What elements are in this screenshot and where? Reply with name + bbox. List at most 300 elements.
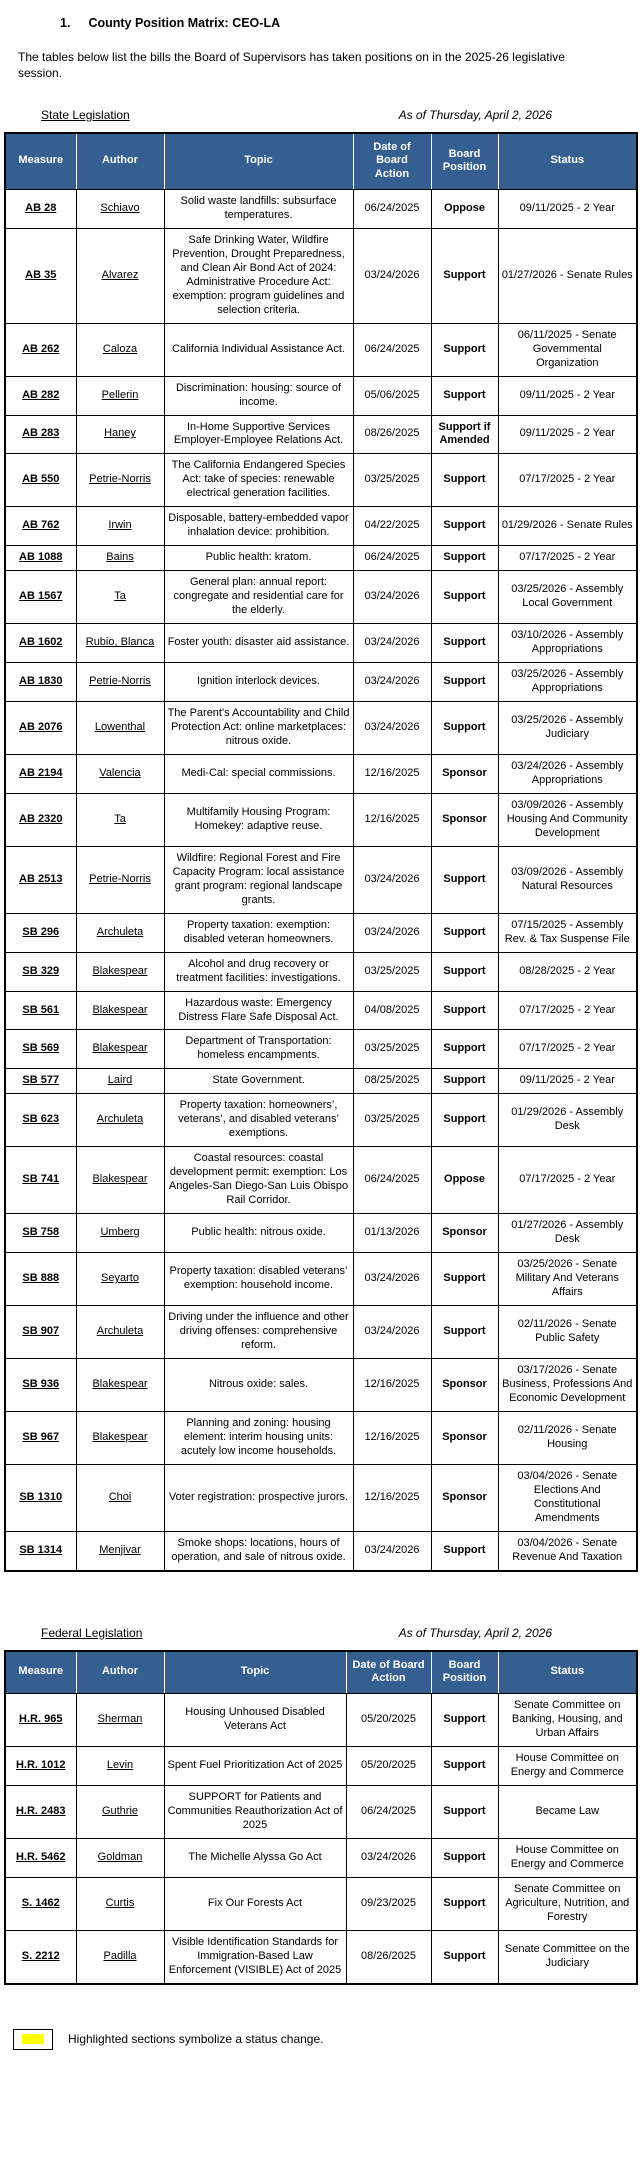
topic-cell: Medi-Cal: special commissions. xyxy=(164,754,353,793)
position-cell: Support xyxy=(431,228,498,323)
measure-link[interactable]: SB 296 xyxy=(22,925,60,938)
date-cell: 03/24/2026 xyxy=(353,702,431,755)
date-cell: 03/25/2025 xyxy=(353,1094,431,1147)
author-cell xyxy=(76,846,164,913)
status-cell: 01/27/2026 - Senate Rules xyxy=(498,228,637,323)
date-cell: 03/24/2026 xyxy=(353,663,431,702)
author-link[interactable]: Padilla xyxy=(103,1949,137,1962)
position-cell: Support xyxy=(431,1030,498,1069)
author-cell xyxy=(76,1069,164,1094)
measure-link[interactable]: SB 1314 xyxy=(19,1543,63,1556)
bill-row xyxy=(5,1253,637,1306)
measure-cell xyxy=(5,1746,76,1785)
position-cell: Support xyxy=(431,454,498,507)
author-link[interactable]: Choi xyxy=(108,1490,132,1503)
bill-row xyxy=(5,571,637,624)
measure-link[interactable]: AB 2194 xyxy=(19,766,63,779)
measure-link[interactable]: SB 561 xyxy=(22,1003,60,1016)
measure-cell xyxy=(5,1306,76,1359)
author-cell xyxy=(76,1746,164,1785)
author-cell xyxy=(76,507,164,546)
position-cell: Oppose xyxy=(431,1147,498,1214)
topic-cell: The Parent's Accountability and Child Protection Act: online marketplaces: nitrous oxide. xyxy=(164,702,353,755)
status-cell: 03/17/2026 - Senate Business, Professions And Economic Development xyxy=(498,1358,637,1411)
bill-row xyxy=(5,793,637,846)
column-header-author: Author xyxy=(76,133,164,190)
author-link[interactable]: Menjivar xyxy=(99,1543,141,1556)
date-cell: 03/25/2025 xyxy=(353,1030,431,1069)
bill-row xyxy=(5,1531,637,1570)
measure-link[interactable]: AB 762 xyxy=(22,519,60,532)
position-cell: Support xyxy=(431,376,498,415)
author-link[interactable]: Haney xyxy=(104,427,136,440)
author-link[interactable]: Petrie-Norris xyxy=(89,872,151,885)
author-cell xyxy=(76,1030,164,1069)
bill-row xyxy=(5,546,637,571)
position-cell: Support xyxy=(431,702,498,755)
topic-cell: Solid waste landfills: subsurface temperatures. xyxy=(164,189,353,228)
topic-cell: Housing Unhoused Disabled Veterans Act xyxy=(164,1694,346,1747)
author-link[interactable]: Blakespear xyxy=(92,1377,148,1390)
position-cell: Support xyxy=(431,1531,498,1570)
date-cell: 03/24/2026 xyxy=(353,1253,431,1306)
column-header-date-of-board-action: Date of Board Action xyxy=(353,133,431,190)
column-header-status: Status xyxy=(498,1651,637,1694)
measure-cell xyxy=(5,663,76,702)
column-header-status: Status xyxy=(498,133,637,190)
position-cell: Support xyxy=(431,507,498,546)
topic-cell: State Government. xyxy=(164,1069,353,1094)
bill-row xyxy=(5,952,637,991)
measure-cell xyxy=(5,376,76,415)
date-cell: 08/26/2025 xyxy=(346,1930,431,1983)
title-text: County Position Matrix: CEO-LA xyxy=(88,16,281,30)
measure-cell xyxy=(5,571,76,624)
column-header-measure: Measure xyxy=(5,133,76,190)
status-cell: House Committee on Energy and Commerce xyxy=(498,1838,637,1877)
author-cell xyxy=(76,1877,164,1930)
author-cell xyxy=(76,323,164,376)
author-link[interactable]: Blakespear xyxy=(92,964,148,977)
status-cell: Senate Committee on Banking, Housing, and Urban Affairs xyxy=(498,1694,637,1747)
topic-cell: Foster youth: disaster aid assistance. xyxy=(164,624,353,663)
author-cell xyxy=(76,189,164,228)
state-section-heading xyxy=(41,108,552,122)
author-cell xyxy=(76,1694,164,1747)
position-cell: Support xyxy=(431,571,498,624)
bill-row xyxy=(5,913,637,952)
author-link[interactable]: Curtis xyxy=(105,1896,135,1909)
status-cell: 07/17/2025 - 2 Year xyxy=(498,1147,637,1214)
position-cell: Support xyxy=(431,1746,498,1785)
position-cell: Support xyxy=(431,991,498,1030)
bill-row xyxy=(5,1746,637,1785)
date-cell: 06/24/2025 xyxy=(346,1785,431,1838)
measure-link[interactable]: H.R. 965 xyxy=(19,1713,63,1725)
status-cell: 03/04/2026 - Senate Revenue And Taxation xyxy=(498,1531,637,1570)
date-cell: 05/20/2025 xyxy=(346,1746,431,1785)
position-cell: Support xyxy=(431,846,498,913)
position-cell: Sponsor xyxy=(431,1411,498,1464)
author-cell xyxy=(76,1306,164,1359)
author-cell xyxy=(76,571,164,624)
federal-table-header-row xyxy=(5,1651,637,1694)
status-cell: 09/11/2025 - 2 Year xyxy=(498,1069,637,1094)
position-cell: Support if Amended xyxy=(431,415,498,454)
author-cell xyxy=(76,415,164,454)
measure-link[interactable]: SB 329 xyxy=(22,964,60,977)
measure-link[interactable]: AB 1567 xyxy=(19,590,63,603)
status-cell: 07/15/2025 - Assembly Rev. & Tax Suspense File xyxy=(498,913,637,952)
author-link[interactable]: Sherman xyxy=(97,1713,143,1725)
legend-text: Highlighted sections symbolize a status change. xyxy=(68,2032,324,2047)
status-cell: 09/11/2025 - 2 Year xyxy=(498,189,637,228)
measure-cell xyxy=(5,1094,76,1147)
position-cell: Support xyxy=(431,952,498,991)
author-cell xyxy=(76,1785,164,1838)
federal-section-heading xyxy=(41,1626,552,1640)
date-cell: 12/16/2025 xyxy=(353,1464,431,1531)
measure-cell xyxy=(5,415,76,454)
topic-cell: Property taxation: disabled veterans’ exemption: household income. xyxy=(164,1253,353,1306)
author-cell xyxy=(76,1253,164,1306)
status-cell: Senate Committee on the Judiciary xyxy=(498,1930,637,1983)
author-link[interactable]: Levin xyxy=(106,1758,134,1771)
date-cell: 12/16/2025 xyxy=(353,1358,431,1411)
status-cell: 03/04/2026 - Senate Elections And Constitutional Amendments xyxy=(498,1464,637,1531)
bill-row xyxy=(5,1464,637,1531)
author-cell xyxy=(76,702,164,755)
measure-cell xyxy=(5,702,76,755)
measure-cell xyxy=(5,793,76,846)
column-header-board-position: Board Position xyxy=(431,133,498,190)
author-link[interactable]: Archuleta xyxy=(96,1113,144,1126)
status-cell: 09/11/2025 - 2 Year xyxy=(498,376,637,415)
measure-link[interactable]: S. 1462 xyxy=(21,1896,60,1909)
author-link[interactable]: Blakespear xyxy=(92,1042,148,1055)
position-cell: Support xyxy=(431,1838,498,1877)
measure-link[interactable]: SB 623 xyxy=(22,1113,60,1126)
date-cell: 06/24/2025 xyxy=(353,189,431,228)
status-cell: House Committee on Energy and Commerce xyxy=(498,1746,637,1785)
position-cell: Oppose xyxy=(431,189,498,228)
status-cell: 01/29/2026 - Senate Rules xyxy=(498,507,637,546)
measure-cell xyxy=(5,1531,76,1570)
date-cell: 06/24/2025 xyxy=(353,323,431,376)
bill-row xyxy=(5,624,637,663)
date-cell: 03/25/2025 xyxy=(353,454,431,507)
author-cell xyxy=(76,991,164,1030)
topic-cell: Voter registration: prospective jurors. xyxy=(164,1464,353,1531)
date-cell: 03/24/2026 xyxy=(353,1306,431,1359)
measure-link[interactable]: SB 967 xyxy=(22,1430,60,1443)
date-cell: 03/24/2026 xyxy=(353,846,431,913)
status-cell: 07/17/2025 - 2 Year xyxy=(498,1030,637,1069)
measure-cell xyxy=(5,1069,76,1094)
position-cell: Support xyxy=(431,1253,498,1306)
topic-cell: Safe Drinking Water, Wildfire Prevention, Drought Preparedness, and Clean Air Bond Act of 2024: Administrative Procedure Act: exemption: program guidelines and selection criteria. xyxy=(164,228,353,323)
topic-cell: Wildfire: Regional Forest and Fire Capacity Program: local assistance grant program: regional landscape grants. xyxy=(164,846,353,913)
author-cell xyxy=(76,913,164,952)
author-link[interactable]: Schiavo xyxy=(100,201,140,214)
topic-cell: Coastal resources: coastal development permit: exemption: Los Angeles-San Diego-San Luis Obispo Rail Corridor. xyxy=(164,1147,353,1214)
status-cell: 03/24/2026 - Assembly Appropriations xyxy=(498,754,637,793)
column-header-date-of-board-action: Date of Board Action xyxy=(346,1651,431,1694)
highlight-swatch xyxy=(22,2034,44,2044)
author-cell xyxy=(76,1358,164,1411)
bill-row xyxy=(5,1785,637,1838)
author-cell xyxy=(76,624,164,663)
topic-cell: Visible Identification Standards for Immigration-Based Law Enforcement (VISIBLE) Act of 2025 xyxy=(164,1930,346,1983)
date-cell: 09/23/2025 xyxy=(346,1877,431,1930)
author-link[interactable]: Blakespear xyxy=(92,1173,148,1186)
status-cell: 03/25/2026 - Senate Military And Veterans Affairs xyxy=(498,1253,637,1306)
column-header-measure: Measure xyxy=(5,1651,76,1694)
measure-cell xyxy=(5,507,76,546)
page-title xyxy=(60,16,640,30)
measure-link[interactable]: SB 888 xyxy=(22,1272,60,1285)
author-link[interactable]: Blakespear xyxy=(92,1430,148,1443)
author-cell xyxy=(76,376,164,415)
position-cell: Sponsor xyxy=(431,1214,498,1253)
status-cell: 07/17/2025 - 2 Year xyxy=(498,454,637,507)
bill-row xyxy=(5,702,637,755)
author-link[interactable]: Archuleta xyxy=(96,925,144,938)
bill-row xyxy=(5,1214,637,1253)
measure-link[interactable]: SB 907 xyxy=(22,1324,60,1337)
state-as-of-date: As of Thursday, April 2, 2026 xyxy=(398,107,552,122)
date-cell: 03/24/2026 xyxy=(353,624,431,663)
author-link[interactable]: Alvarez xyxy=(101,268,139,281)
author-link[interactable]: Laird xyxy=(107,1074,133,1087)
measure-link[interactable]: SB 1310 xyxy=(19,1490,63,1503)
author-link[interactable]: Bains xyxy=(106,551,134,564)
date-cell: 12/16/2025 xyxy=(353,793,431,846)
measure-cell xyxy=(5,1358,76,1411)
legend-box xyxy=(13,2029,53,2050)
status-cell: 08/28/2025 - 2 Year xyxy=(498,952,637,991)
topic-cell: The California Endangered Species Act: take of species: renewable electrical generation facilities. xyxy=(164,454,353,507)
state-legislation-table xyxy=(4,132,638,1572)
bill-row xyxy=(5,228,637,323)
status-cell: 03/25/2026 - Assembly Local Government xyxy=(498,571,637,624)
status-cell: 01/27/2026 - Assembly Desk xyxy=(498,1214,637,1253)
author-link[interactable]: Lowenthal xyxy=(94,721,146,733)
measure-link[interactable]: AB 28 xyxy=(25,201,57,214)
measure-link[interactable]: AB 283 xyxy=(22,427,60,440)
position-cell: Sponsor xyxy=(431,1358,498,1411)
measure-cell xyxy=(5,846,76,913)
status-cell: 01/29/2026 - Assembly Desk xyxy=(498,1094,637,1147)
position-cell: Sponsor xyxy=(431,1464,498,1531)
bill-row xyxy=(5,454,637,507)
measure-cell xyxy=(5,1838,76,1877)
author-cell xyxy=(76,454,164,507)
status-cell: 03/10/2026 - Assembly Appropriations xyxy=(498,624,637,663)
date-cell: 06/24/2025 xyxy=(353,546,431,571)
federal-legislation-table xyxy=(4,1650,638,1985)
bill-row xyxy=(5,376,637,415)
date-cell: 03/24/2026 xyxy=(353,571,431,624)
bill-row xyxy=(5,1838,637,1877)
author-link[interactable]: Goldman xyxy=(97,1850,143,1863)
author-cell xyxy=(76,228,164,323)
measure-cell xyxy=(5,952,76,991)
author-cell xyxy=(76,1930,164,1983)
measure-cell xyxy=(5,754,76,793)
author-link[interactable]: Irwin xyxy=(108,519,132,532)
author-link[interactable]: Blakespear xyxy=(92,1003,148,1016)
bill-row xyxy=(5,1069,637,1094)
measure-cell xyxy=(5,1253,76,1306)
position-cell: Support xyxy=(431,1930,498,1983)
status-cell: 06/11/2025 - Senate Governmental Organization xyxy=(498,323,637,376)
topic-cell: Alcohol and drug recovery or treatment facilities: investigations. xyxy=(164,952,353,991)
author-link[interactable]: Pellerin xyxy=(101,388,139,401)
status-cell: 03/25/2026 - Assembly Judiciary xyxy=(498,702,637,755)
date-cell: 03/24/2026 xyxy=(353,1531,431,1570)
author-cell xyxy=(76,1838,164,1877)
author-link[interactable]: Archuleta xyxy=(96,1324,144,1337)
state-table-header-row xyxy=(5,133,637,190)
column-header-topic: Topic xyxy=(164,1651,346,1694)
measure-link[interactable]: AB 2513 xyxy=(19,872,63,885)
topic-cell: Disposable, battery-embedded vapor inhalation device: prohibition. xyxy=(164,507,353,546)
author-cell xyxy=(76,663,164,702)
date-cell: 06/24/2025 xyxy=(353,1147,431,1214)
measure-cell xyxy=(5,546,76,571)
topic-cell: SUPPORT for Patients and Communities Reauthorization Act of 2025 xyxy=(164,1785,346,1838)
author-cell xyxy=(76,1464,164,1531)
measure-cell xyxy=(5,228,76,323)
bill-row xyxy=(5,991,637,1030)
position-cell: Support xyxy=(431,1306,498,1359)
author-link[interactable]: Petrie-Norris xyxy=(89,473,151,486)
bill-row xyxy=(5,754,637,793)
status-cell: 03/09/2026 - Assembly Housing And Community Development xyxy=(498,793,637,846)
position-cell: Support xyxy=(431,546,498,571)
intro-text: The tables below list the bills the Board of Supervisors has taken positions on in the 2025-26 legislative session. xyxy=(18,50,565,80)
status-cell: 02/11/2026 - Senate Public Safety xyxy=(498,1306,637,1359)
measure-link[interactable]: H.R. 5462 xyxy=(15,1850,66,1863)
measure-link[interactable]: AB 2076 xyxy=(19,721,63,733)
status-cell: Became Law xyxy=(498,1785,637,1838)
federal-legislation-heading: Federal Legislation xyxy=(41,1625,143,1640)
measure-link[interactable]: H.R. 1012 xyxy=(15,1758,66,1771)
topic-cell: Fix Our Forests Act xyxy=(164,1877,346,1930)
measure-link[interactable]: H.R. 2483 xyxy=(15,1804,66,1817)
author-link[interactable]: Umberg xyxy=(100,1226,140,1239)
author-cell xyxy=(76,754,164,793)
author-cell xyxy=(76,546,164,571)
date-cell: 03/24/2026 xyxy=(353,228,431,323)
position-cell: Support xyxy=(431,913,498,952)
measure-link[interactable]: AB 550 xyxy=(22,473,60,486)
measure-cell xyxy=(5,624,76,663)
legend xyxy=(13,2029,640,2050)
measure-link[interactable]: AB 282 xyxy=(22,388,60,401)
measure-link[interactable]: AB 1602 xyxy=(19,636,63,649)
author-link[interactable]: Seyarto xyxy=(101,1272,139,1285)
date-cell: 03/25/2025 xyxy=(353,952,431,991)
position-cell: Support xyxy=(431,1069,498,1094)
bill-row xyxy=(5,1358,637,1411)
author-link[interactable]: Rubio, Blanca xyxy=(85,636,155,649)
measure-link[interactable]: AB 2320 xyxy=(19,812,63,825)
measure-link[interactable]: SB 569 xyxy=(22,1042,60,1055)
date-cell: 12/16/2025 xyxy=(353,1411,431,1464)
date-cell: 08/26/2025 xyxy=(353,415,431,454)
author-link[interactable]: Ta xyxy=(114,812,126,825)
measure-cell xyxy=(5,1030,76,1069)
bill-row xyxy=(5,507,637,546)
position-cell: Support xyxy=(431,323,498,376)
column-header-board-position: Board Position xyxy=(431,1651,498,1694)
measure-link[interactable]: SB 758 xyxy=(22,1226,60,1239)
status-cell: 09/11/2025 - 2 Year xyxy=(498,415,637,454)
author-link[interactable]: Ta xyxy=(114,590,126,603)
date-cell: 03/24/2026 xyxy=(346,1838,431,1877)
federal-as-of-date: As of Thursday, April 2, 2026 xyxy=(398,1625,552,1640)
status-cell: 02/11/2026 - Senate Housing xyxy=(498,1411,637,1464)
topic-cell: The Michelle Alyssa Go Act xyxy=(164,1838,346,1877)
measure-link[interactable]: AB 35 xyxy=(25,268,57,281)
bill-row xyxy=(5,846,637,913)
measure-link[interactable]: SB 577 xyxy=(22,1074,60,1087)
topic-cell: General plan: annual report: congregate and residential care for the elderly. xyxy=(164,571,353,624)
measure-link[interactable]: SB 741 xyxy=(22,1173,60,1186)
measure-cell xyxy=(5,1464,76,1531)
measure-link[interactable]: SB 936 xyxy=(22,1377,60,1390)
measure-cell xyxy=(5,323,76,376)
bill-row xyxy=(5,1094,637,1147)
measure-cell xyxy=(5,1785,76,1838)
bill-row xyxy=(5,663,637,702)
author-link[interactable]: Caloza xyxy=(102,342,138,355)
date-cell: 04/22/2025 xyxy=(353,507,431,546)
date-cell: 05/06/2025 xyxy=(353,376,431,415)
column-header-topic: Topic xyxy=(164,133,353,190)
author-cell xyxy=(76,1094,164,1147)
bill-row xyxy=(5,1411,637,1464)
measure-cell xyxy=(5,1694,76,1747)
measure-cell xyxy=(5,1147,76,1214)
bill-row xyxy=(5,189,637,228)
measure-link[interactable]: S. 2212 xyxy=(21,1949,60,1962)
author-link[interactable]: Guthrie xyxy=(101,1804,139,1817)
status-cell: Senate Committee on Agriculture, Nutrition, and Forestry xyxy=(498,1877,637,1930)
author-link[interactable]: Valencia xyxy=(99,766,141,779)
position-cell: Support xyxy=(431,624,498,663)
author-link[interactable]: Petrie-Norris xyxy=(89,675,151,688)
position-cell: Sponsor xyxy=(431,793,498,846)
measure-link[interactable]: AB 262 xyxy=(22,342,60,355)
position-cell: Support xyxy=(431,1694,498,1747)
topic-cell: Property taxation: homeowners’, veterans’, and disabled veterans’ exemptions. xyxy=(164,1094,353,1147)
status-cell: 07/17/2025 - 2 Year xyxy=(498,546,637,571)
topic-cell: Ignition interlock devices. xyxy=(164,663,353,702)
measure-cell xyxy=(5,454,76,507)
topic-cell: Hazardous waste: Emergency Distress Flare Safe Disposal Act. xyxy=(164,991,353,1030)
status-cell: 07/17/2025 - 2 Year xyxy=(498,991,637,1030)
topic-cell: California Individual Assistance Act. xyxy=(164,323,353,376)
author-cell xyxy=(76,1531,164,1570)
topic-cell: Spent Fuel Prioritization Act of 2025 xyxy=(164,1746,346,1785)
measure-link[interactable]: AB 1830 xyxy=(19,675,63,688)
position-cell: Support xyxy=(431,1094,498,1147)
measure-link[interactable]: AB 1088 xyxy=(19,551,63,564)
bill-row xyxy=(5,415,637,454)
